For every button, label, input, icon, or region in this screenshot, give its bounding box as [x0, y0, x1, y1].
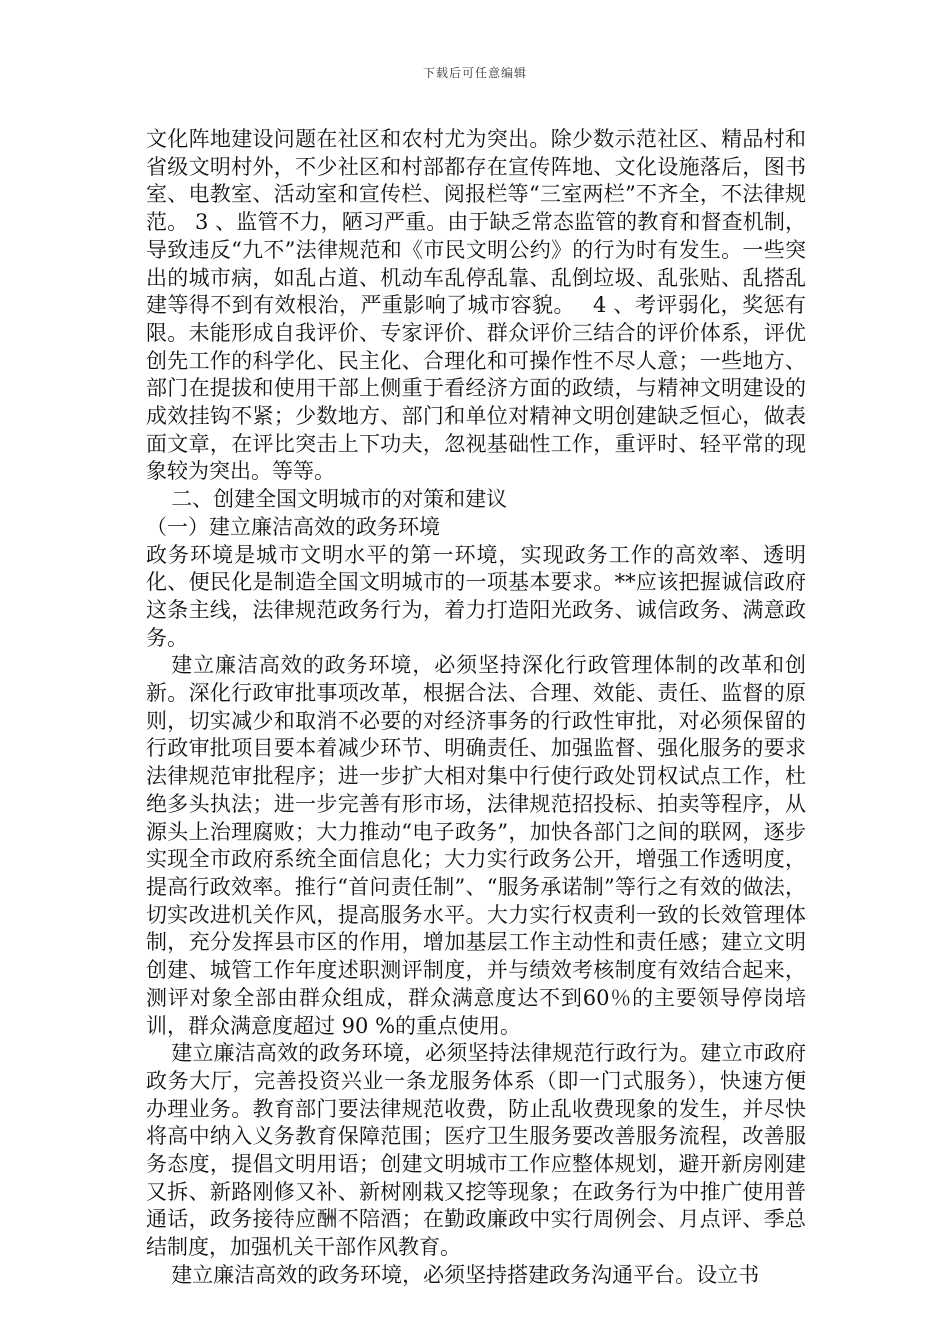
paragraph-3: 建立廉洁高效的政务环境，必须坚持深化行政管理体制的改革和创新。深化行政审批事项改革，根据合法、合理、效能、责任、监督的原则，切实减少和取消不必要的对经济事务的行政性审批，对必须保留的行政审批项目要本着减少环节、明确责任、加强监督、强化服务的要求法律规范审批程序；进一步扩大相对集中行使行政处罚权试点工作，杜绝多头执法；进一步完善有形市场，法律规范招投标、拍卖等程序，从源头上治理腐败；大力推动“电子政务”，加快各部门之间的联网，逐步实现全市政府系统全面信息化；大力实行政务公开，增强工作透明度，提高行政效率。推行“首问责任制”、“服务承诺制”等行之有效的做法，切实改进机关作风，提高服务水平。大力实行权责利一致的长效管理体制，充分发挥县市区的作用，增加基层工作主动性和责任感；建立文明创建、城管工作年度述职测评制度，并与绩效考核制度有效结合起来，测评对象全部由群众组成，群众满意度达不到60％的主要领导停岗培训，群众满意度超过 90 %的重点使用。 — [146, 653, 806, 1038]
paragraph-5: 建立廉洁高效的政务环境，必须坚持搭建政务沟通平台。设立书 — [171, 1262, 760, 1287]
paragraph-4: 建立廉洁高效的政务环境，必须坚持法律规范行政行为。建立市政府政务大厅，完善投资兴业一条龙服务体系（即一门式服务），快速方便办理业务。教育部门要法律规范收费，防止乱收费现象的发生，并尽快将高中纳入义务教育保障范围；医疗卫生服务要改善服务流程，改善服务态度，提倡文明用语；创建文明城市工作应整体规划，避开新房刚建又拆、新路刚修又补、新树刚栽又挖等现象；在政务行为中推广使用普通话，政务接待应酬不陪酒；在勤政廉政中实行周例会、月点评、季总结制度，加强机关干部作风教育。 — [146, 1041, 806, 1260]
subsection-heading-1: （一）建立廉洁高效的政务环境 — [146, 514, 440, 539]
paragraph-2: 政务环境是城市文明水平的第一环境，实现政务工作的高效率、透明化、便民化是制造全国文明城市的一项基本要求。**应该把握诚信政府这条主线，法律规范政务行为，着力打造阳光政务、诚信政务、满意政务。 — [146, 542, 806, 650]
section-heading-2: 二、创建全国文明城市的对策和建议 — [171, 487, 508, 512]
document-body — [146, 126, 806, 1290]
page-header: 下载后可任意编辑 — [422, 66, 527, 80]
paragraph-1: 文化阵地建设问题在社区和农村尤为突出。除少数示范社区、精品村和省级文明村外，不少社区和村部都存在宣传阵地、文化设施落后，图书室、电教室、活动室和宣传栏、阅报栏等“三室两栏”不齐全，不法律规范。 3 、监管不力，陋习严重。由于缺乏常态监管的教育和督查机制，导致违反“九不”法律规范和《市民文明公约》的行为时有发生。一些突出的城市病，如乱占道、机动车乱停乱靠、乱倒垃圾、乱张贴、乱搭乱建等得不到有效根治，严重影响了城市容貌。 4 、考评弱化，奖惩有限。未能形成自我评价、专家评价、群众评价三结合的评价体系，评优创先工作的科学化、民主化、合理化和可操作性不尽人意；一些地方、部门在提拔和使用干部上侧重于看经济方面的政绩，与精神文明建设的成效挂钩不紧；少数地方、部门和单位对精神文明创建缺乏恒心，做表面文章，在评比突击上下功夫，忽视基础性工作，重评时、轻平常的现象较为突出。等等。 — [146, 127, 806, 484]
